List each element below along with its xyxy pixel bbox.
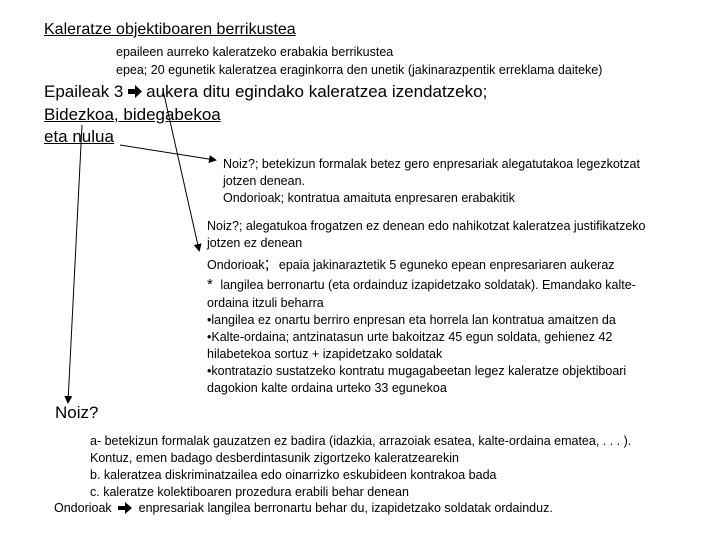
- box2-line-8: hilabetekoa sortuz + izapidetzako soldatak: [207, 347, 443, 361]
- box2-ondorioak-text: epaia jakinaraztetik 5 eguneko epean enpresariaren aukeraz: [278, 258, 615, 272]
- box1-line-1: Noiz?; betekizun formalak betez gero enpresariak alegatutakoa legezkotzat: [223, 157, 640, 171]
- noiz-ondorioak: [54, 500, 553, 519]
- box2-ondorioak: [207, 255, 615, 274]
- box2-ondorioak-label: Ondorioak: [207, 258, 265, 272]
- box1-line-3: Ondorioak; kontratua amaituta enpresaren erabakitik: [223, 191, 515, 205]
- box1-line-2: jotzen denean.: [223, 174, 306, 188]
- box2-line-4-text: langilea berronartu (eta ordainduz izapidetzako soldatak). Emandako kalte-: [220, 278, 636, 292]
- heading-line: [44, 82, 487, 102]
- box2-ondorioak-sep: ;: [264, 254, 270, 273]
- box2-line-1: Noiz?; alegatukoa frogatzen ez denean edo nahikotzat kaleratzea justifikatzeko: [207, 219, 646, 233]
- heading-prefix-part2: aukera ditu egindako kaleratzea izendatzeko;: [146, 82, 488, 101]
- option-bidezkoa: Bidezkoa, bidegabekoa: [44, 105, 221, 124]
- box2-line-2: jotzen ez denean: [207, 236, 303, 250]
- arrow-to-noiz: [68, 125, 82, 402]
- box2-line-9: •kontratazio sustatzeko kontratu mugagabeetan legez kaleratze objektiboari: [207, 364, 627, 378]
- box2-line-6: •langilea ez onartu berriro enpresan eta horrela lan kontratua amaitzen da: [207, 313, 616, 327]
- box2-line-5: ordaina itzuli beharra: [207, 296, 324, 310]
- arrow-to-box1: [120, 145, 215, 160]
- noiz-label: Noiz?: [55, 403, 99, 422]
- option-nulua: eta nulua: [44, 127, 114, 146]
- noiz-line-2: Kontuz, emen badago desberdintasunik zigortzeko kaleratzearekin: [90, 451, 459, 465]
- noiz-line-4: c. kaleratze kolektiboaren prozedura erabili behar denean: [90, 485, 409, 499]
- arrow-right-icon: [118, 502, 132, 519]
- box2-line-10: dagokion kalte ordaina urteko 33 egunekoa: [207, 381, 447, 395]
- noiz-ondorioak-text: enpresariak langilea berronartu behar du, izapidetzako soldatak ordainduz.: [138, 501, 553, 515]
- heading-prefix-part1: Epaileak 3: [44, 82, 129, 101]
- noiz-ondorioak-label: Ondorioak: [54, 501, 112, 515]
- star-icon: *: [207, 276, 213, 293]
- arrow-right-icon: [128, 82, 146, 101]
- intro-line-1: epaileen aurreko kaleratzeko erabakia berrikustea: [116, 45, 394, 59]
- intro-line-2: epea; 20 egunetik kaleratzea eraginkorra den unetik (jakinarazpentik erreklama daiteke): [116, 63, 603, 77]
- box2-line-4: [207, 276, 636, 294]
- page-title: Kaleratze objektiboaren berrikustea: [44, 21, 296, 38]
- noiz-line-3: b. kaleratzea diskriminatzailea edo oinarrizko eskubideen kontrakoa bada: [90, 468, 497, 482]
- box2-line-7: •Kalte-ordaina; antzinatasun urte bakoitzaz 45 egun soldata, gehienez 42: [207, 330, 613, 344]
- noiz-line-1: a- betekizun formalak gauzatzen ez badira (idazkia, arrazoiak esatea, kalte-ordaina ematea, . . . ).: [90, 434, 632, 448]
